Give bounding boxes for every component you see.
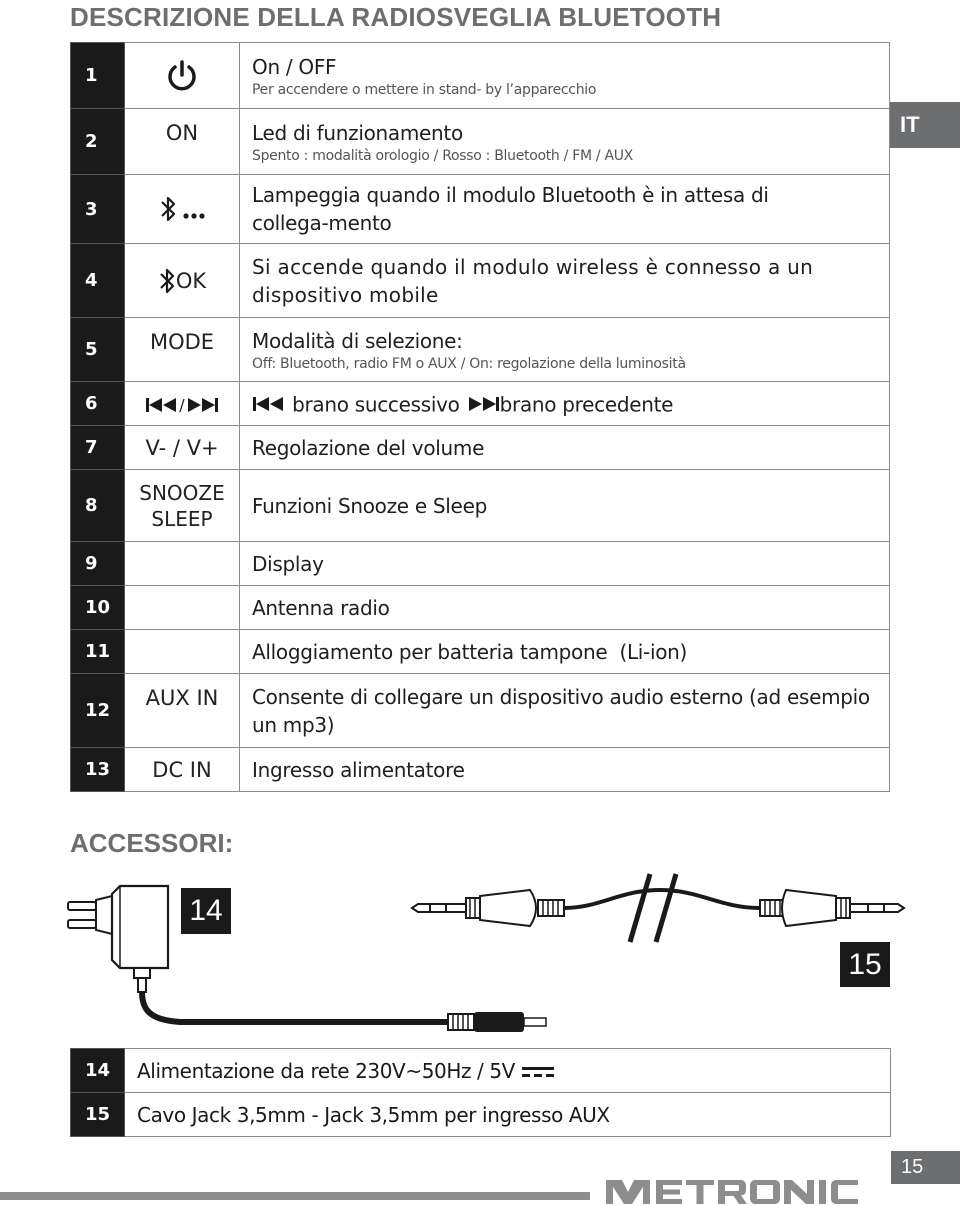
description-cell [240, 542, 890, 586]
row-title: Regolazione del volume [252, 435, 485, 460]
row-title: Antenna radio [252, 595, 390, 620]
row-title: Modalità di selezione: [252, 329, 463, 353]
description-cell [240, 109, 890, 175]
symbol-cell [125, 470, 240, 542]
row-title: Alimentazione da rete 230V~50Hz / 5V [137, 1058, 515, 1083]
page-title: DESCRIZIONE DELLA RADIOSVEGLIA BLUETOOTH [70, 2, 722, 32]
row-subtitle: Per accendere o mettere in stand- by l’apparecchio [252, 82, 597, 98]
row-number: 12 [71, 674, 125, 748]
metronic-logo [604, 1176, 860, 1206]
table-row [71, 1049, 891, 1093]
table-row [71, 109, 890, 175]
description-cell [240, 630, 890, 674]
table-row [71, 175, 890, 244]
row-title: Funzioni Snooze e Sleep [252, 493, 487, 518]
table-row [71, 1093, 891, 1137]
table-row [71, 318, 890, 382]
description-cell [240, 674, 890, 748]
row-title: Si accende quando il modulo wireless è connesso a un dispositivo mobile [252, 254, 814, 307]
page-number: 15 [891, 1151, 960, 1184]
table-row [71, 470, 890, 542]
symbol-label: MODE [125, 318, 240, 382]
row-number: 14 [71, 1049, 125, 1093]
row-number: 4 [71, 244, 125, 318]
row-subtitle: Spento : modalità orologio / Rosso : Bluetooth / FM / AUX [252, 148, 633, 164]
table-row [71, 43, 890, 109]
table-row [71, 244, 890, 318]
language-tab: IT [890, 102, 960, 148]
description-cell [240, 244, 890, 318]
row-number: 3 [71, 175, 125, 244]
accessories-title: ACCESSORI: [70, 828, 234, 858]
symbol-cell [125, 244, 240, 318]
table-row [71, 630, 890, 674]
description-cell [240, 175, 890, 244]
row-title: Led di funzionamento [252, 121, 463, 145]
description-cell [240, 318, 890, 382]
symbol-cell [125, 586, 240, 630]
dc-symbol-icon [521, 1065, 555, 1079]
row-title: On / OFF [252, 55, 337, 79]
accessories-table [70, 1048, 891, 1137]
skip-previous-icon [252, 396, 286, 412]
row-title: Lampeggia quando il modulo Bluetooth è in attesa di collega-mento [252, 183, 769, 235]
row-number: 13 [71, 748, 125, 792]
skip-previous-icon [145, 397, 179, 413]
symbol-label: DC IN [125, 748, 240, 792]
symbol-label: V- / V+ [125, 426, 240, 470]
row-number: 9 [71, 542, 125, 586]
row-number: 5 [71, 318, 125, 382]
row-title-part2: brano precedente [499, 392, 674, 417]
row-title-part1: brano successivo [292, 392, 460, 417]
symbol-label: AUX IN [125, 674, 240, 748]
row-number: 6 [71, 382, 125, 426]
symbol-cell [125, 175, 240, 244]
skip-next-icon [466, 396, 500, 412]
row-number: 10 [71, 586, 125, 630]
accessories-illustration [0, 860, 960, 1040]
description-cell [240, 748, 890, 792]
row-number: 15 [71, 1093, 125, 1137]
footer-bar [0, 1192, 590, 1200]
row-title: Alloggiamento per batteria tampone (Li-ion) [252, 639, 688, 664]
skip-next-icon [185, 397, 219, 413]
row-subtitle: Off: Bluetooth, radio FM o AUX / On: regolazione della luminosità [252, 356, 686, 372]
table-row [71, 674, 890, 748]
accessory-tag-15: 15 [840, 942, 890, 987]
description-cell [125, 1049, 891, 1093]
row-number: 11 [71, 630, 125, 674]
symbol-separator: / [179, 395, 185, 414]
table-row [71, 586, 890, 630]
row-number: 8 [71, 470, 125, 542]
row-number: 1 [71, 43, 125, 109]
symbol-label: ON [125, 109, 240, 175]
jack-cable-icon [412, 874, 904, 942]
symbol-label: SNOOZE [139, 480, 225, 505]
table-row [71, 382, 890, 426]
description-cell [240, 382, 890, 426]
row-title: Ingresso alimentatore [252, 757, 465, 782]
description-cell [240, 43, 890, 109]
table-row [71, 426, 890, 470]
table-row [71, 542, 890, 586]
row-title: Consente di collegare un dispositivo audio esterno (ad esempio un mp3) [252, 684, 870, 737]
description-cell [240, 586, 890, 630]
description-cell [240, 470, 890, 542]
power-icon [165, 59, 199, 93]
row-number: 7 [71, 426, 125, 470]
symbol-cell [125, 43, 240, 109]
description-cell [240, 426, 890, 470]
description-table [70, 42, 890, 792]
symbol-cell [125, 382, 240, 426]
accessory-tag-14: 14 [181, 888, 231, 934]
bluetooth-icon [158, 266, 176, 296]
row-title: Display [252, 551, 324, 576]
row-number: 2 [71, 109, 125, 175]
symbol-cell [125, 630, 240, 674]
row-title: Cavo Jack 3,5mm - Jack 3,5mm per ingresso AUX [125, 1093, 891, 1137]
table-row [71, 748, 890, 792]
symbol-label: OK [175, 268, 207, 293]
bluetooth-pairing-icon [154, 192, 210, 226]
symbol-label-2: SLEEP [151, 506, 213, 531]
symbol-cell [125, 542, 240, 586]
